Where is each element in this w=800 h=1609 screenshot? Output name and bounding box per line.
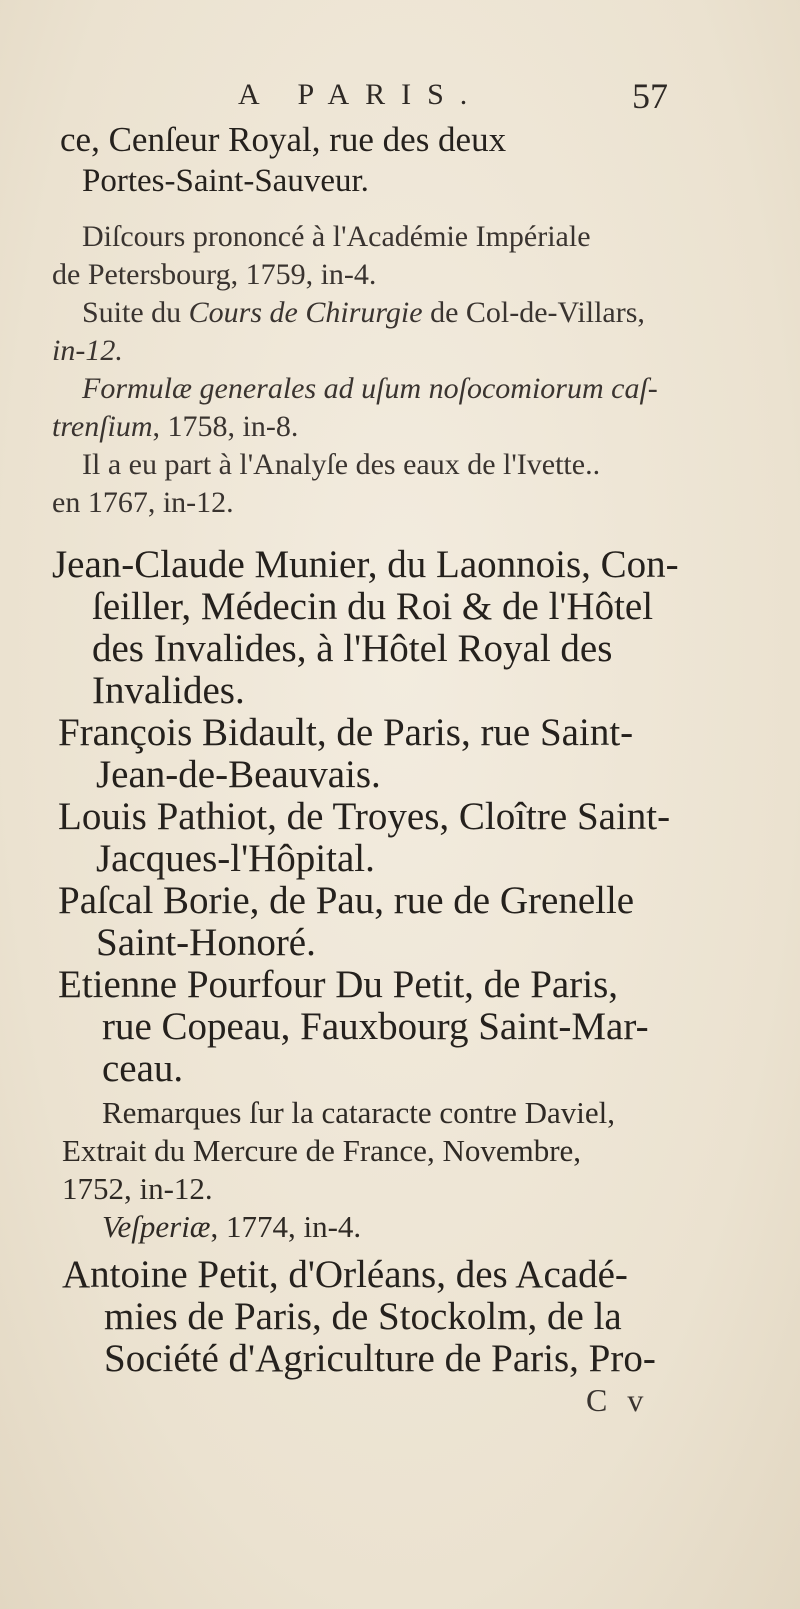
text-run: , 1774, in-4. [210,1209,362,1244]
text-line: rue Copeau, Fauxbourg Saint-Mar- [102,1005,649,1048]
book-title: Veſperiæ [102,1209,211,1244]
text-line: Jean-de-Beauvais. [96,753,381,796]
text-line: 1752, in-12. [62,1171,213,1206]
text-line: Extrait du Mercure de France, Novembre, [62,1133,582,1168]
text-run: Suite du [82,296,189,329]
text-line: François Bidault, de Paris, rue Saint- [58,711,634,754]
text-run: de Col-de-Villars, [422,296,645,329]
text-line: Louis Pathiot, de Troyes, Cloître Saint- [58,795,671,838]
text-line [52,412,298,442]
text-line: Etienne Pourfour Du Petit, de Paris, [58,963,618,1006]
text-line: ſeiller, Médecin du Roi & de l'Hôtel [92,585,654,628]
signature-mark: C v [586,1382,650,1418]
text-line: Saint-Honoré. [96,921,316,964]
book-title: Cours de Chirurgie [188,296,423,329]
text-line: de Petersbourg, 1759, in-4. [52,258,377,291]
text-line: Jean-Claude Munier, du Laonnois, Con- [52,543,679,586]
text-line: Il a eu part à l'Analyſe des eaux de l'Ivette.. [82,448,601,481]
text-line [102,1211,361,1242]
text-line: Remarques ſur la cataracte contre Daviel, [102,1095,615,1130]
text-line: Jacques-l'Hôpital. [96,837,375,880]
text-line: Société d'Agriculture de Paris, Pro- [104,1337,656,1380]
text-run: , 1758, in-8. [152,410,299,443]
text-line: des Invalides, à l'Hôtel Royal des [92,627,613,670]
text-line: en 1767, in-12. [52,486,234,519]
text-line: ce, Cenſeur Royal, rue des deux [60,120,507,159]
text-line: ceau. [102,1047,184,1090]
text-line: Diſcours prononcé à l'Académie Impériale [82,220,591,253]
text-line: Invalides. [92,669,245,712]
text-line: in-12. [52,334,123,367]
text-line: Paſcal Borie, de Pau, rue de Grenelle [58,879,635,922]
text-line [82,298,645,328]
text-line: mies de Paris, de Stockolm, de la [104,1295,622,1338]
page-number: 57 [632,76,668,116]
text-line: Antoine Petit, d'Orléans, des Acadé- [62,1253,628,1296]
book-title: Formulæ generales ad uſum noſocomiorum caſ- [82,372,658,405]
running-head: A PARIS. [238,78,484,111]
book-title: trenſium [52,410,153,443]
text-line: Portes-Saint-Sauveur. [82,163,369,199]
